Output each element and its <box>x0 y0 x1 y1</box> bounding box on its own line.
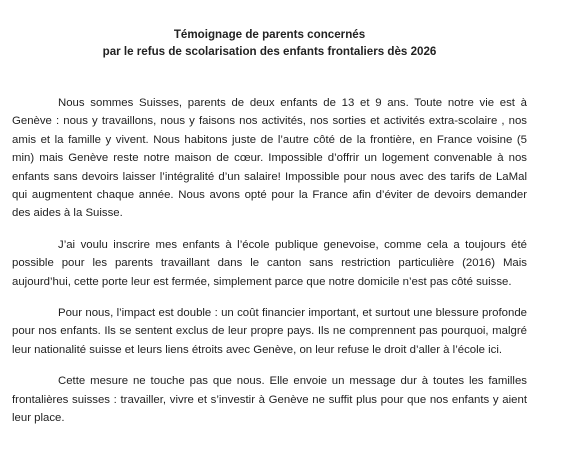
paragraph-2: J’ai voulu inscrire mes enfants à l’école publique genevoise, comme cela a toujours été possible pour les parents travaillant dans le canton sans restriction particulière (2016) Mais aujourd’hui, cette porte leur est fermée, simplement parce que notre domicile n’est pas côté suisse. <box>12 238 527 288</box>
paragraph-1: Nous sommes Suisses, parents de deux enfants de 13 et 9 ans. Toute notre vie est à Genève : nous y travaillons, nous y faisons nos activités, nos sorties et activités extra-scolaire , nos amis et la famille y vivent. Nous habitons juste de l’autre côté de la frontière, en France voisine (5 min) mais Genève reste notre maison de cœur. Impossible d’offrir un logement convenable à nos enfants sans devoirs laisser l’intégralité d’un salaire! Impossible pour nous avec des tarifs de LaMal qui augmentent chaque année. Nous avons opté pour la France afin d’éviter de devoirs demander des aides à la Suisse. <box>12 97 527 220</box>
title-line-2: par le refus de scolarisation des enfants frontaliers dès 2026 <box>102 45 437 58</box>
document-body <box>12 94 527 428</box>
document-title <box>12 26 527 60</box>
paragraph-4: Cette mesure ne touche pas que nous. Elle envoie un message dur à toutes les familles frontalières suisses : travailler, vivre et s’investir à Genève ne suffit plus pour que nos enfants y aient leur place. <box>12 375 527 425</box>
document-page <box>12 0 527 441</box>
title-line-1: Témoignage de parents concernés <box>173 28 366 41</box>
paragraph-3: Pour nous, l’impact est double : un coût financier important, et surtout une blessure profonde pour nos enfants. Ils se sentent exclus de leur propre pays. Ils ne comprennent pas pourquoi, malgré leur nationalité suisse et leurs liens étroits avec Genève, on leur refuse le droit d’aller à l’école ici. <box>12 307 527 356</box>
